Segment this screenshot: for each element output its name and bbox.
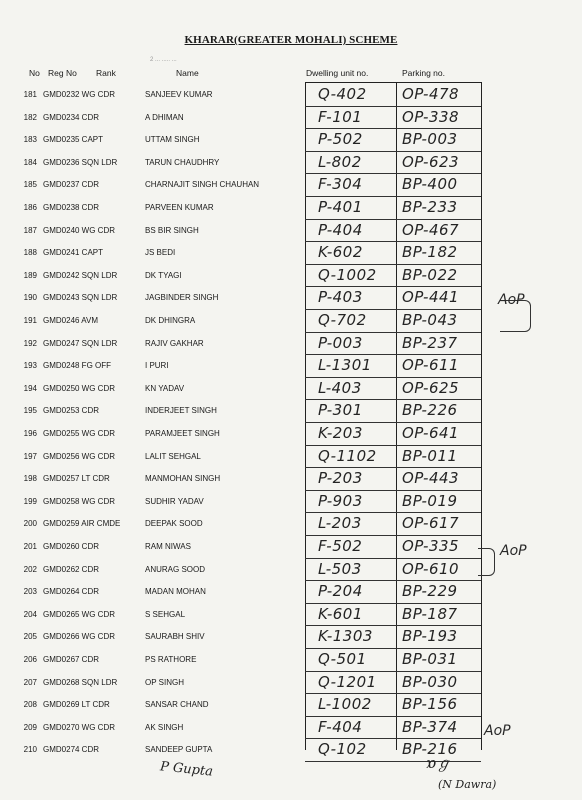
row-reg-rank: GMD0235 CAPT (43, 135, 104, 145)
header-reg-no: Reg No (48, 68, 77, 78)
row-parking: OP-610 (402, 559, 460, 578)
row-dwelling-unit: P-502 (318, 130, 363, 149)
row-number: 181 (23, 90, 37, 99)
row-name: JS BEDI (145, 248, 176, 258)
row-reg-rank: GMD0274 CDR (43, 745, 100, 755)
row-name: INDERJEET SINGH (145, 406, 217, 416)
table-row (0, 355, 582, 378)
table-row (0, 423, 582, 446)
row-name: DK DHINGRA (145, 316, 196, 325)
row-number: 188 (23, 248, 37, 258)
row-name: MADAN MOHAN (145, 587, 206, 597)
row-number: 200 (23, 519, 37, 529)
row-dwelling-unit: L-802 (318, 152, 362, 171)
row-number: 207 (23, 677, 37, 687)
table-row (0, 107, 582, 130)
row-number: 209 (23, 722, 37, 732)
row-dwelling-unit: Q-402 (318, 85, 367, 103)
row-number: 185 (23, 180, 37, 190)
row-dwelling-unit: Q-501 (318, 650, 367, 668)
row-parking: OP-617 (402, 514, 460, 533)
aop-annotation-3: AoP (484, 723, 511, 739)
table-row (0, 604, 582, 627)
row-number: 203 (23, 587, 37, 597)
table-row (0, 649, 582, 672)
row-parking: BP-400 (402, 175, 458, 194)
table-row (0, 242, 582, 265)
row-parking: OP-335 (402, 537, 460, 555)
row-parking: BP-237 (402, 333, 458, 352)
row-parking: OP-338 (402, 107, 460, 126)
row-parking: BP-031 (402, 650, 458, 668)
row-dwelling-unit: K-203 (318, 424, 363, 442)
row-name: S SEHGAL (145, 609, 186, 619)
row-number: 183 (23, 135, 37, 145)
row-name: TARUN CHAUDHRY (145, 157, 220, 167)
row-reg-rank: GMD0237 CDR (43, 180, 100, 190)
table-row (0, 152, 582, 175)
row-parking: OP-441 (402, 288, 460, 307)
row-parking: BP-187 (402, 604, 458, 623)
row-number: 189 (23, 270, 37, 280)
row-parking: OP-467 (402, 220, 460, 239)
row-reg-rank: GMD0258 WG CDR (43, 496, 116, 506)
row-reg-rank: GMD0241 CAPT (43, 248, 104, 258)
row-number: 193 (23, 361, 37, 371)
row-name: PS RATHORE (145, 655, 197, 664)
row-reg-rank: GMD0253 CDR (43, 406, 100, 416)
row-dwelling-unit: F-304 (318, 175, 363, 194)
row-reg-rank: GMD0266 WG CDR (43, 632, 116, 642)
row-parking: OP-443 (402, 469, 460, 488)
row-dwelling-unit: K-602 (318, 243, 363, 262)
row-name: SUDHIR YADAV (145, 496, 204, 506)
row-dwelling-unit: F-502 (318, 537, 363, 555)
row-parking: BP-156 (402, 695, 458, 714)
row-name: PARAMJEET SINGH (145, 429, 220, 438)
row-name: RAJIV GAKHAR (145, 338, 204, 348)
row-number: 191 (23, 316, 37, 325)
row-reg-rank: GMD0270 WG CDR (43, 722, 116, 732)
table-row (0, 310, 582, 333)
row-reg-rank: GMD0247 SQN LDR (43, 338, 118, 348)
row-dwelling-unit: L-1002 (318, 695, 372, 714)
row-name: JAGBINDER SINGH (145, 293, 219, 303)
row-dwelling-unit: P-401 (318, 198, 363, 216)
row-name: SANJEEV KUMAR (145, 90, 213, 99)
row-dwelling-unit: F-101 (318, 107, 363, 126)
signature-left: P Gupta (159, 759, 214, 780)
row-parking: OP-625 (402, 378, 460, 397)
aop-annotation-1: AoP (498, 292, 525, 308)
received-stamp: 2 ... ..... ... (150, 57, 177, 63)
row-reg-rank: GMD0267 CDR (43, 655, 100, 664)
table-row (0, 581, 582, 604)
signature-right: (N Dawra) (438, 778, 497, 791)
row-parking: BP-193 (402, 627, 458, 646)
row-parking: BP-022 (402, 265, 458, 284)
row-reg-rank: GMD0262 CDR (43, 564, 100, 574)
row-name: SANSAR CHAND (145, 700, 209, 710)
row-dwelling-unit: K-1303 (318, 627, 373, 646)
row-number: 186 (23, 203, 37, 212)
table-row (0, 739, 582, 762)
row-parking: OP-478 (402, 85, 460, 103)
header-parking: Parking no. (402, 68, 445, 78)
row-reg-rank: GMD0269 LT CDR (43, 700, 110, 710)
aop-annotation-2: AoP (500, 543, 527, 559)
table-row (0, 672, 582, 695)
row-name: I PURI (145, 361, 169, 371)
row-parking: BP-019 (402, 491, 458, 510)
row-reg-rank: GMD0232 WG CDR (43, 90, 116, 99)
row-parking: BP-233 (402, 198, 458, 216)
row-number: 204 (23, 609, 37, 619)
table-row (0, 491, 582, 514)
row-number: 194 (23, 383, 37, 393)
row-dwelling-unit: Q-1102 (318, 446, 377, 465)
row-name: ANURAG SOOD (145, 564, 206, 574)
row-name: AK SINGH (145, 722, 184, 732)
row-dwelling-unit: P-003 (318, 333, 363, 352)
row-number: 198 (23, 474, 37, 484)
row-name: A DHIMAN (145, 112, 184, 122)
row-number: 199 (23, 496, 37, 506)
row-dwelling-unit: L-203 (318, 514, 362, 533)
table-row (0, 287, 582, 310)
table-row (0, 84, 582, 107)
row-number: 201 (23, 542, 37, 551)
signature-scribble: ɒℊ (426, 754, 452, 772)
row-dwelling-unit: P-403 (318, 288, 363, 307)
row-parking: BP-043 (402, 311, 458, 329)
row-number: 182 (23, 112, 37, 122)
row-dwelling-unit: P-903 (318, 491, 363, 510)
row-name: LALIT SEHGAL (145, 451, 201, 461)
row-name: DK TYAGI (145, 270, 182, 280)
row-parking: BP-216 (402, 740, 458, 759)
row-number: 208 (23, 700, 37, 710)
table-row (0, 197, 582, 220)
header-no: No (29, 68, 40, 78)
row-name: MANMOHAN SINGH (145, 474, 221, 484)
row-dwelling-unit: P-203 (318, 469, 363, 488)
row-parking: OP-611 (402, 356, 460, 375)
row-name: RAM NIWAS (145, 542, 191, 551)
row-reg-rank: GMD0260 CDR (43, 542, 100, 551)
table-header (0, 68, 582, 84)
table-row (0, 468, 582, 491)
table-row (0, 129, 582, 152)
row-reg-rank: GMD0238 CDR (43, 203, 100, 212)
page-title: KHARAR(GREATER MOHALI) SCHEME (184, 34, 398, 46)
row-number: 196 (23, 429, 37, 438)
row-reg-rank: GMD0234 CDR (43, 112, 100, 122)
table-row (0, 626, 582, 649)
header-rank: Rank (96, 68, 116, 78)
row-rule (305, 761, 481, 762)
row-reg-rank: GMD0268 SQN LDR (43, 677, 118, 687)
row-dwelling-unit: P-404 (318, 220, 363, 239)
aop-bracket-2 (478, 548, 495, 576)
table-row (0, 174, 582, 197)
table-row (0, 694, 582, 717)
row-reg-rank: GMD0240 WG CDR (43, 225, 116, 235)
row-reg-rank: GMD0257 LT CDR (43, 474, 110, 484)
row-reg-rank: GMD0248 FG OFF (43, 361, 112, 371)
row-reg-rank: GMD0265 WG CDR (43, 609, 116, 619)
table-row (0, 220, 582, 243)
row-number: 197 (23, 451, 37, 461)
row-number: 205 (23, 632, 37, 642)
row-dwelling-unit: K-601 (318, 604, 363, 623)
row-reg-rank: GMD0242 SQN LDR (43, 270, 118, 280)
row-name: CHARNAJIT SINGH CHAUHAN (145, 180, 260, 190)
row-name: BS BIR SINGH (145, 225, 199, 235)
row-name: SANDEEP GUPTA (145, 745, 213, 755)
row-number: 192 (23, 338, 37, 348)
row-name: PARVEEN KUMAR (145, 203, 214, 212)
row-reg-rank: GMD0259 AIR CMDE (43, 519, 121, 529)
row-reg-rank: GMD0236 SQN LDR (43, 157, 118, 167)
row-dwelling-unit: L-503 (318, 559, 362, 578)
row-dwelling-unit: Q-1002 (318, 265, 377, 284)
row-number: 187 (23, 225, 37, 235)
row-number: 210 (23, 745, 37, 755)
row-parking: BP-229 (402, 582, 458, 601)
table-row (0, 446, 582, 469)
row-dwelling-unit: Q-102 (318, 740, 367, 759)
row-number: 206 (23, 655, 37, 664)
table-row (0, 333, 582, 356)
row-reg-rank: GMD0255 WG CDR (43, 429, 116, 438)
row-dwelling-unit: L-403 (318, 378, 362, 397)
table-row (0, 378, 582, 401)
row-number: 184 (23, 157, 37, 167)
row-dwelling-unit: F-404 (318, 717, 363, 736)
row-number: 190 (23, 293, 37, 303)
row-dwelling-unit: P-204 (318, 582, 363, 601)
row-dwelling-unit: Q-702 (318, 311, 367, 329)
row-name: SAURABH SHIV (145, 632, 205, 642)
row-name: KN YADAV (145, 383, 185, 393)
row-number: 202 (23, 564, 37, 574)
row-name: UTTAM SINGH (145, 135, 200, 145)
row-reg-rank: GMD0250 WG CDR (43, 383, 116, 393)
row-parking: OP-641 (402, 424, 460, 442)
row-dwelling-unit: P-301 (318, 401, 363, 420)
row-name: DEEPAK SOOD (145, 519, 203, 529)
row-parking: BP-011 (402, 446, 458, 465)
table-row (0, 265, 582, 288)
row-parking: BP-374 (402, 717, 458, 736)
row-parking: BP-226 (402, 401, 458, 420)
header-rule (305, 82, 482, 83)
row-parking: BP-003 (402, 130, 458, 149)
row-reg-rank: GMD0246 AVM (43, 316, 98, 325)
table-row (0, 513, 582, 536)
header-dwelling: Dwelling unit no. (306, 68, 369, 78)
row-parking: BP-182 (402, 243, 458, 262)
row-dwelling-unit: L-1301 (318, 356, 372, 375)
row-name: OP SINGH (145, 677, 184, 687)
table-row (0, 400, 582, 423)
row-parking: OP-623 (402, 152, 460, 171)
row-parking: BP-030 (402, 672, 458, 691)
header-name: Name (176, 68, 199, 78)
row-dwelling-unit: Q-1201 (318, 672, 377, 691)
row-number: 195 (23, 406, 37, 416)
row-reg-rank: GMD0256 WG CDR (43, 451, 116, 461)
row-reg-rank: GMD0243 SQN LDR (43, 293, 118, 303)
row-reg-rank: GMD0264 CDR (43, 587, 100, 597)
